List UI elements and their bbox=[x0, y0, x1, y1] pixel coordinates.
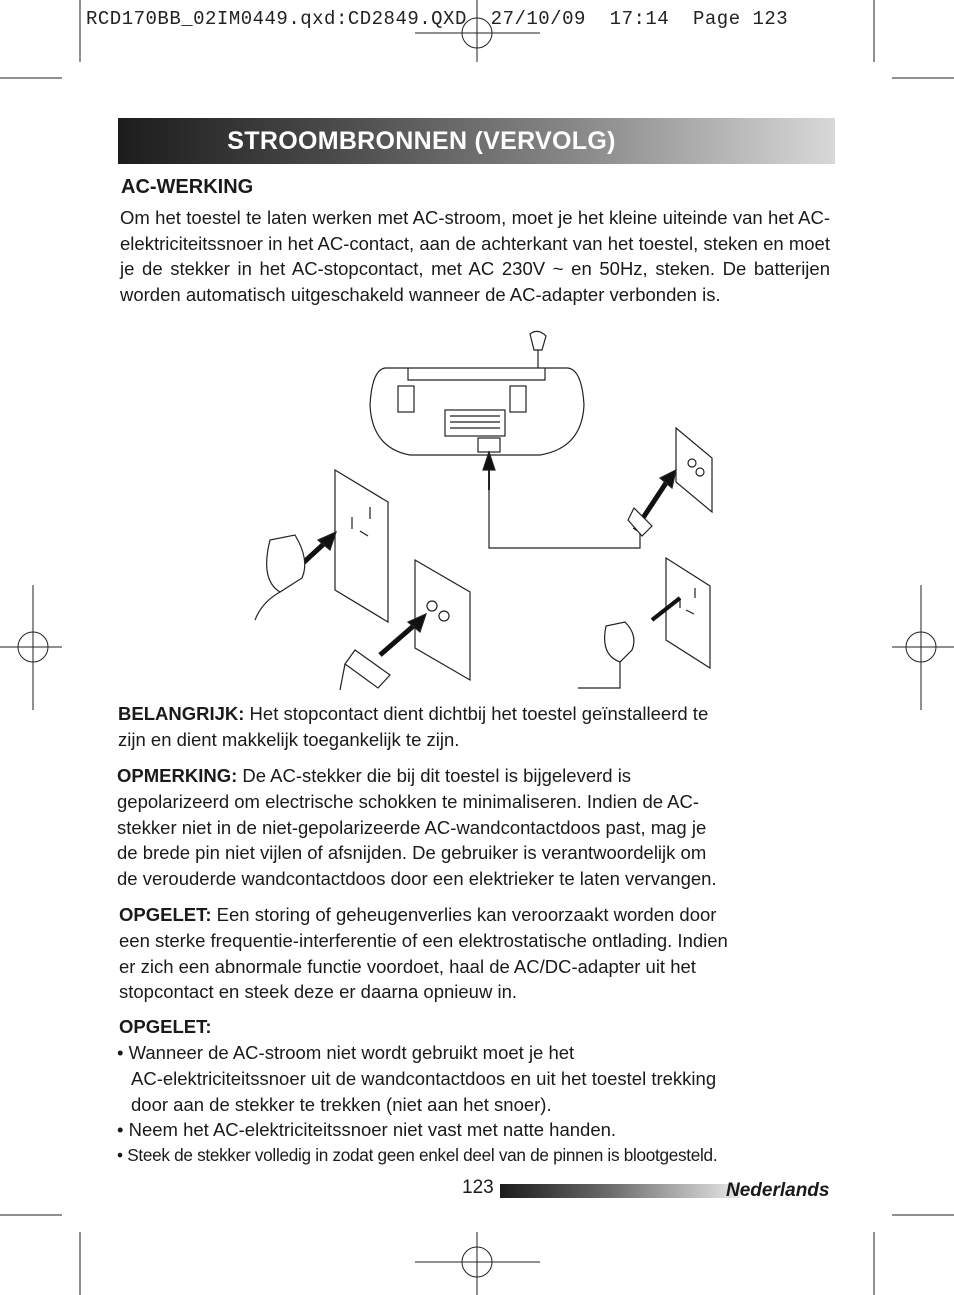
belangrijk-note bbox=[118, 701, 708, 753]
opmerking-line-3: stekker niet in de niet-gepolarizeerde AC-wandcontactdoos past, mag je bbox=[117, 816, 707, 838]
opgelet1-line-2: een sterke frequentie-interferentie of een elektrostatische ontlading. Indien bbox=[119, 929, 728, 951]
belangrijk-line-2: zijn en dient makkelijk toegankelijk te zijn. bbox=[118, 728, 460, 750]
page-number: 123 bbox=[462, 1177, 494, 1198]
file-slug: RCD170BB_02IM0449.qxd:CD2849.QXD 27/10/09 17:14 Page 123 bbox=[86, 8, 789, 30]
section-heading: AC-WERKING bbox=[121, 176, 254, 198]
title-bar bbox=[118, 118, 835, 164]
opmerking-line-5: de verouderde wandcontactdoos door een elektrieker te laten vervangen. bbox=[117, 868, 717, 890]
opgelet-label-2-wrap bbox=[119, 1014, 212, 1040]
opmerking-line-4: de brede pin niet vijlen of afsnijden. De gebruiker is verantwoordelijk om bbox=[117, 842, 707, 864]
opgelet-label-2: OPGELET: bbox=[119, 1016, 212, 1037]
page-title: STROOMBRONNEN (VERVOLG) bbox=[227, 127, 616, 155]
bullet-2: • Neem het AC-elektriciteitssnoer niet vast met natte handen. bbox=[117, 1119, 617, 1141]
opgelet-label-1: OPGELET: bbox=[119, 904, 212, 925]
bullet-1-line-2: AC-elektriciteitssnoer uit de wandcontactdoos en uit het toestel trekking bbox=[131, 1067, 717, 1089]
opmerking-label: OPMERKING: bbox=[117, 765, 238, 786]
bullet-1-line-1: • Wanneer de AC-stroom niet wordt gebruikt moet je het bbox=[117, 1042, 575, 1063]
opgelet1-line-4: stopcontact en steek deze er daarna opnieuw in. bbox=[119, 981, 518, 1003]
belangrijk-label: BELANGRIJK: bbox=[118, 703, 245, 724]
opmerking-line-1: De AC-stekker die bij dit toestel is bijgeleverd is bbox=[237, 765, 632, 786]
opmerking-note bbox=[117, 763, 717, 892]
opgelet-bullet-list bbox=[117, 1040, 857, 1169]
bullet-1-line-3: door aan de stekker te trekken (niet aan het snoer). bbox=[131, 1093, 552, 1115]
intro-paragraph: Om het toestel te laten werken met AC-stroom, moet je het kleine uiteinde van het AC-elektriciteitssnoer in het AC-contact, aan de achterkant van het toestel, steken en moet je de stekker in het AC-stopcontact, met AC 230V ~ en 50Hz, steken. De batterijen worden automatisch uitgeschakeld wanneer de AC-adapter verbonden is. bbox=[120, 207, 830, 305]
bullet-3: • Steek de stekker volledig in zodat geen enkel deel van de pinnen is blootgesteld. bbox=[117, 1145, 718, 1166]
opgelet-note-1 bbox=[119, 902, 728, 1005]
footer-gradient-bar bbox=[500, 1184, 740, 1198]
belangrijk-line-1: Het stopcontact dient dichtbij het toestel geïnstalleerd te bbox=[244, 703, 709, 724]
footer-language: Nederlands bbox=[726, 1180, 830, 1201]
opgelet1-line-1: Een storing of geheugenverlies kan veroorzaakt worden door bbox=[211, 904, 717, 925]
ac-connection-illustration bbox=[240, 330, 730, 700]
opgelet1-line-3: er zich een abnormale functie voordoet, haal de AC/DC-adapter uit het bbox=[119, 955, 696, 977]
opmerking-line-2: gepolarizeerd om electrische schokken te minimaliseren. Indien de AC- bbox=[117, 790, 700, 812]
